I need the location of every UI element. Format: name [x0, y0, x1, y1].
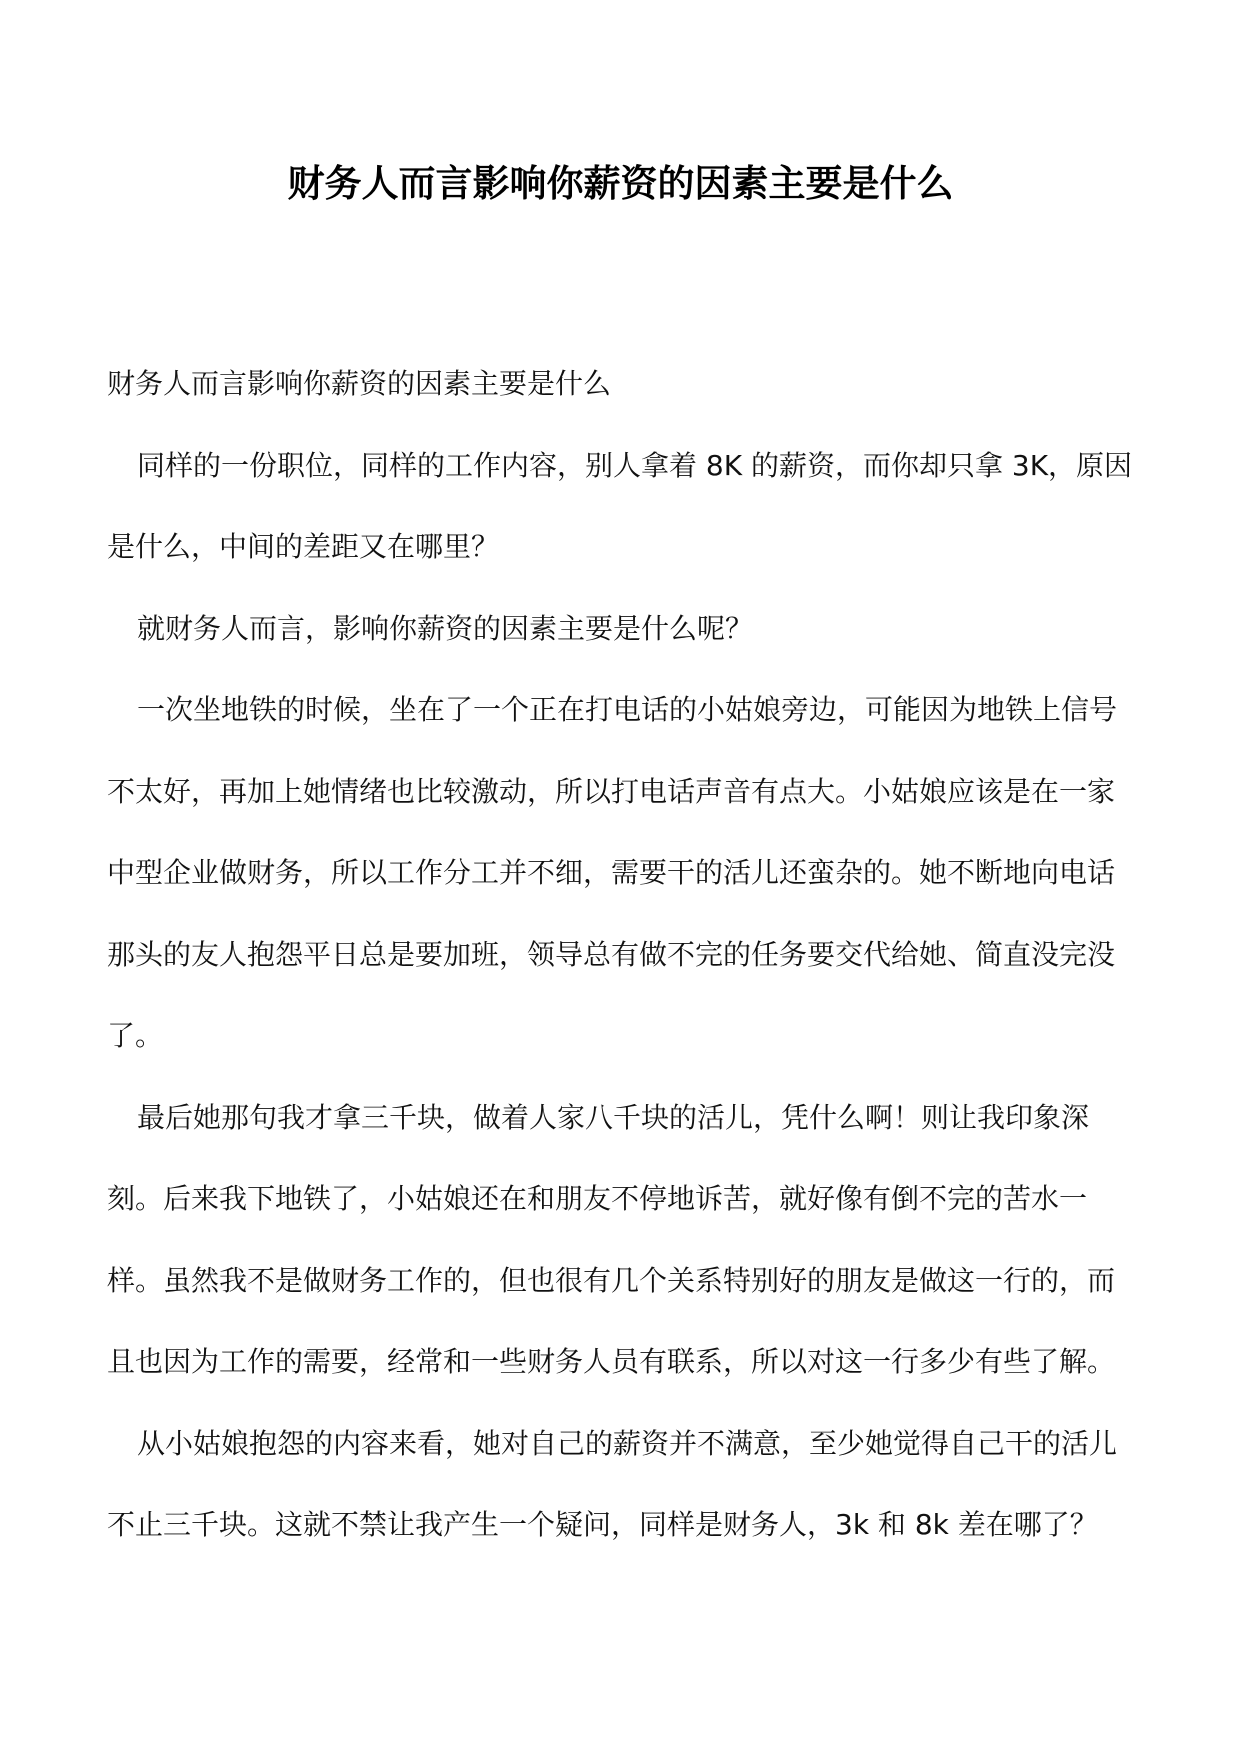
paragraph: 同样的一份职位，同样的工作内容，别人拿着 8K 的薪资，而你却只拿 3K，原因是什么，中间的差距又在哪里？ [107, 448, 1133, 563]
document-title: 财务人而言影响你薪资的因素主要是什么 [287, 161, 954, 205]
paragraph: 从小姑娘抱怨的内容来看，她对自己的薪资并不满意，至少她觉得自己干的活儿不止三千块。这就不禁让我产生一个疑问，同样是财务人，3k 和 8k 差在哪了？ [107, 1426, 1118, 1541]
paragraph: 就财务人而言，影响你薪资的因素主要是什么呢？ [137, 611, 754, 645]
paragraph-subtitle: 财务人而言影响你薪资的因素主要是什么 [107, 367, 612, 400]
paragraph: 最后她那句我才拿三千块，做着人家八千块的活儿，凭什么啊！则让我印象深刻。后来我下地铁了，小姑娘还在和朋友不停地诉苦，就好像有倒不完的苦水一样。虽然我不是做财务工作的，但也很有几个关系特别好的朋友是做这一行的，而且也因为工作的需要，经常和一些财务人员有联系，所以对这一行多少有些了解。 [107, 1100, 1116, 1378]
document-body [107, 343, 1137, 1566]
paragraph: 一次坐地铁的时候，坐在了一个正在打电话的小姑娘旁边，可能因为地铁上信号不太好，再加上她情绪也比较激动，所以打电话声音有点大。小姑娘应该是在一家中型企业做财务，所以工作分工并不细，需要干的活儿还蛮杂的。她不断地向电话那头的友人抱怨平日总是要加班，领导总有做不完的任务要交代给她、简直没完没了。 [107, 693, 1118, 1052]
